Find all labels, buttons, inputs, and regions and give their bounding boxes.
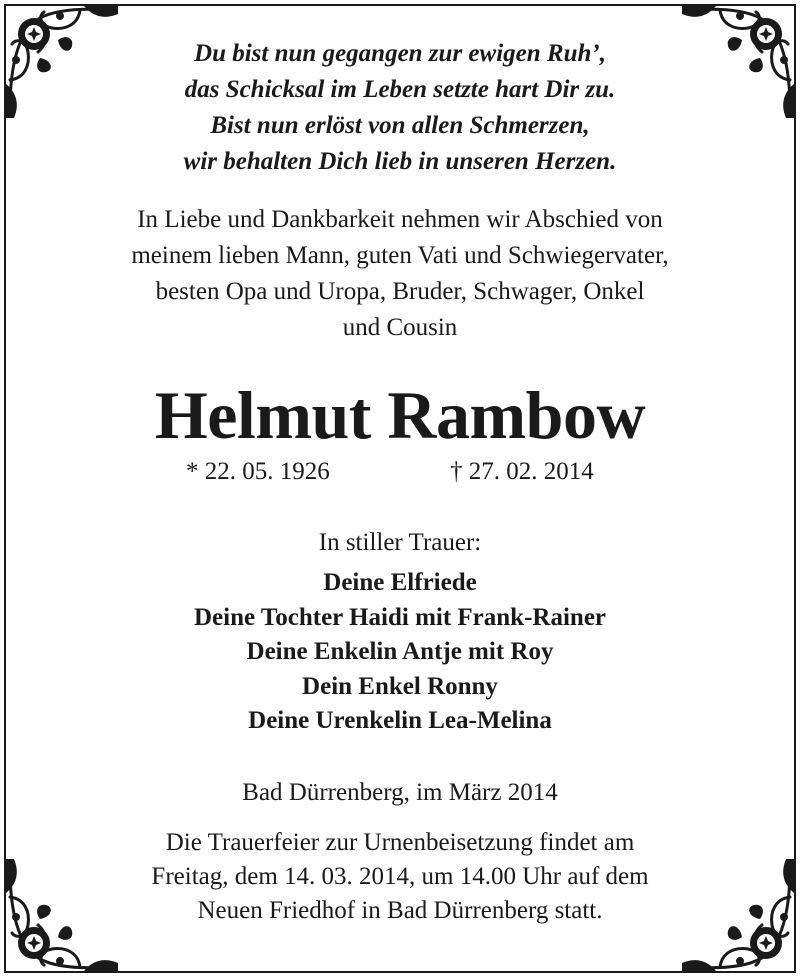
birth-date: * 22. 05. 1926 xyxy=(186,458,330,485)
funeral-info xyxy=(0,826,800,928)
verse-line: das Schicksal im Leben setzte hart Dir zu. xyxy=(184,76,616,103)
intro-line: In Liebe und Dankbarkeit nehmen wir Abschied von xyxy=(137,206,663,233)
mourner-item: Deine Enkelin Antje mit Roy xyxy=(246,638,554,665)
life-dates xyxy=(0,455,800,489)
mourner-item: Deine Elfriede xyxy=(323,569,477,596)
verse-line: Du bist nun gegangen zur ewigen Ruh’, xyxy=(194,40,606,67)
funeral-line: Neuen Friedhof in Bad Dürrenberg statt. xyxy=(197,897,603,924)
funeral-line: Die Trauerfeier zur Urnenbeisetzung findet am xyxy=(165,829,635,856)
mourner-item: Deine Urenkelin Lea-Melina xyxy=(248,707,552,734)
verse-line: Bist nun erlöst von allen Schmerzen, xyxy=(210,112,590,139)
farewell-intro xyxy=(0,202,800,346)
verse-line: wir behalten Dich lieb in unseren Herzen. xyxy=(183,148,617,175)
memorial-verse xyxy=(0,36,800,180)
intro-line: besten Opa und Uropa, Bruder, Schwager, Onkel xyxy=(155,278,645,305)
mourners-list xyxy=(0,566,800,739)
intro-line: und Cousin xyxy=(342,314,458,341)
death-date: † 27. 02. 2014 xyxy=(450,458,594,485)
mourner-item: Dein Enkel Ronny xyxy=(302,672,498,700)
intro-line: meinem lieben Mann, guten Vati und Schwiegervater, xyxy=(131,242,669,269)
mourning-label: In stiller Trauer: xyxy=(318,529,482,556)
place-and-date: Bad Dürrenberg, im März 2014 xyxy=(242,779,558,806)
funeral-line: Freitag, dem 14. 03. 2014, um 14.00 Uhr auf dem xyxy=(151,863,649,890)
deceased-name: Helmut Rambow xyxy=(154,377,646,453)
mourner-item: Deine Tochter Haidi mit Frank-Rainer xyxy=(193,603,607,631)
